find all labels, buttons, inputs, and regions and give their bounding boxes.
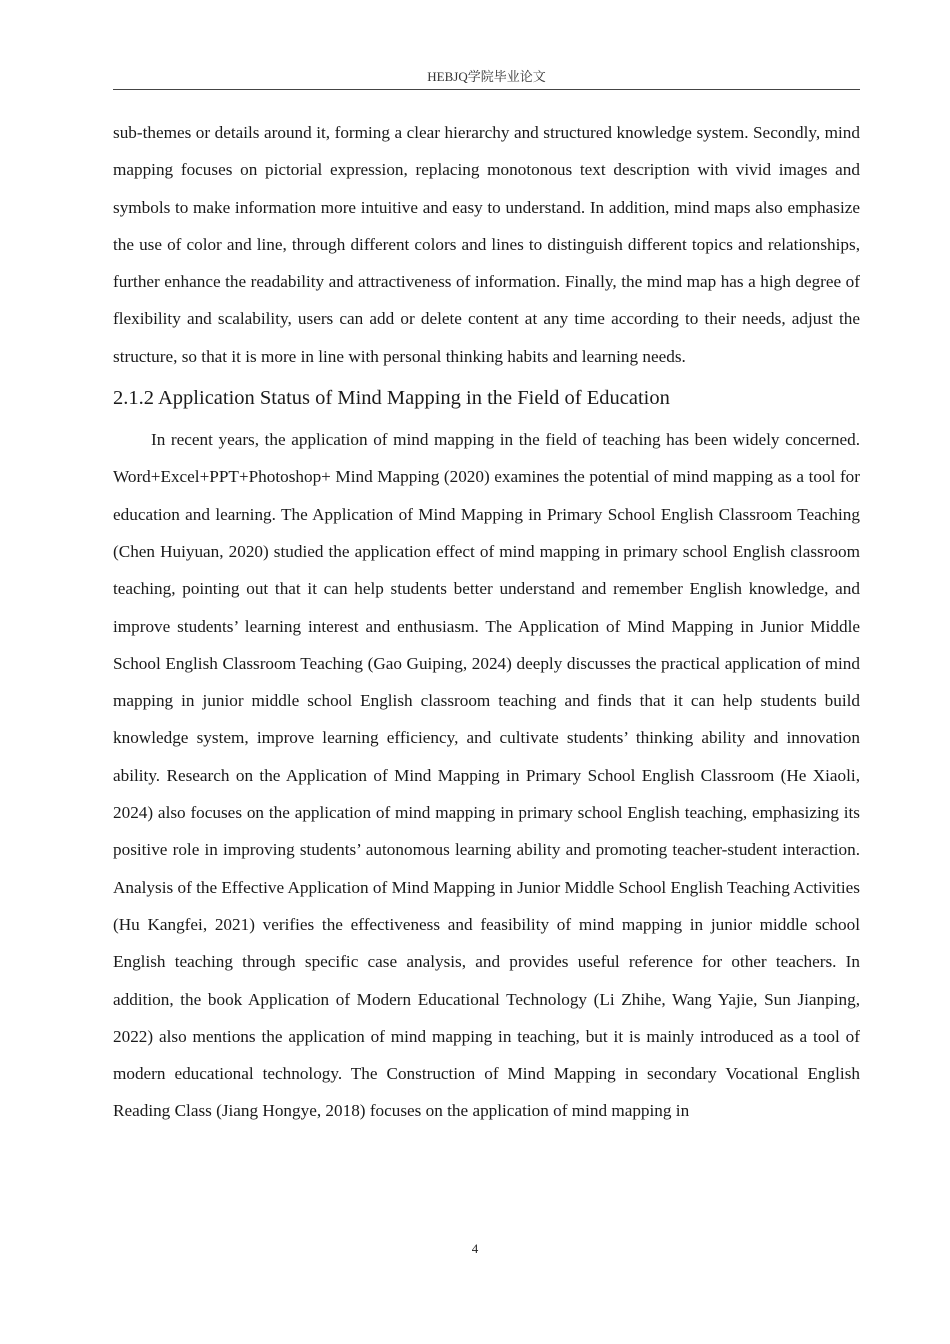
body-paragraph: sub-themes or details around it, forming a clear hierarchy and structured knowledge system. Secondly, mind mapping focuses on pictorial expression, replacing monotonous text description with vivid images and symbols to make information more intuitive and easy to understand. In addition, mind maps also emphasize the use of color and line, through different colors and lines to distinguish different topics and relationships, further enhance the readability and attractiveness of information. Finally, the mind map has a high degree of flexibility and scalability, users can add or delete content at any time according to their needs, adjust the structure, so that it is more in line with personal thinking habits and learning needs. xyxy=(113,123,860,366)
running-header: HEBJQ学院毕业论文 xyxy=(113,67,860,90)
page-body xyxy=(113,114,860,1130)
body-paragraph: In recent years, the application of mind mapping in the field of teaching has been widely concerned. Word+Excel+PPT+Photoshop+ Mind Mapping (2020) examines the potential of mind mapping as a tool for education and learning. The Application of Mind Mapping in Primary School English Classroom Teaching (Chen Huiyuan, 2020) studied the application effect of mind mapping in primary school English classroom teaching, pointing out that it can help students better understand and remember English knowledge, and improve students’ learning interest and enthusiasm. The Application of Mind Mapping in Junior Middle School English Classroom Teaching (Gao Guiping, 2024) deeply discusses the practical application of mind mapping in junior middle school English classroom teaching and finds that it can help students build knowledge system, improve learning efficiency, and cultivate students’ thinking ability and innovation ability. Research on the Application of Mind Mapping in Primary School English Classroom (He Xiaoli, 2024) also focuses on the application of mind mapping in primary school English teaching, emphasizing its positive role in improving students’ autonomous learning ability and promoting teacher-student interaction. Analysis of the Effective Application of Mind Mapping in Junior Middle School English Teaching Activities (Hu Kangfei, 2021) verifies the effectiveness and feasibility of mind mapping in junior middle school English teaching through specific case analysis, and provides useful reference for other teachers. In addition, the book Application of Modern Educational Technology (Li Zhihe, Wang Yajie, Sun Jianping, 2022) also mentions the application of mind mapping in teaching, but it is mainly introduced as a tool of modern educational technology. The Construction of Mind Mapping in secondary Vocational English Reading Class (Jiang Hongye, 2018) focuses on the application of mind mapping in xyxy=(113,430,860,1121)
section-heading: 2.1.2 Application Status of Mind Mapping in the Field of Education xyxy=(113,387,670,410)
page-number: 4 xyxy=(471,1241,479,1256)
